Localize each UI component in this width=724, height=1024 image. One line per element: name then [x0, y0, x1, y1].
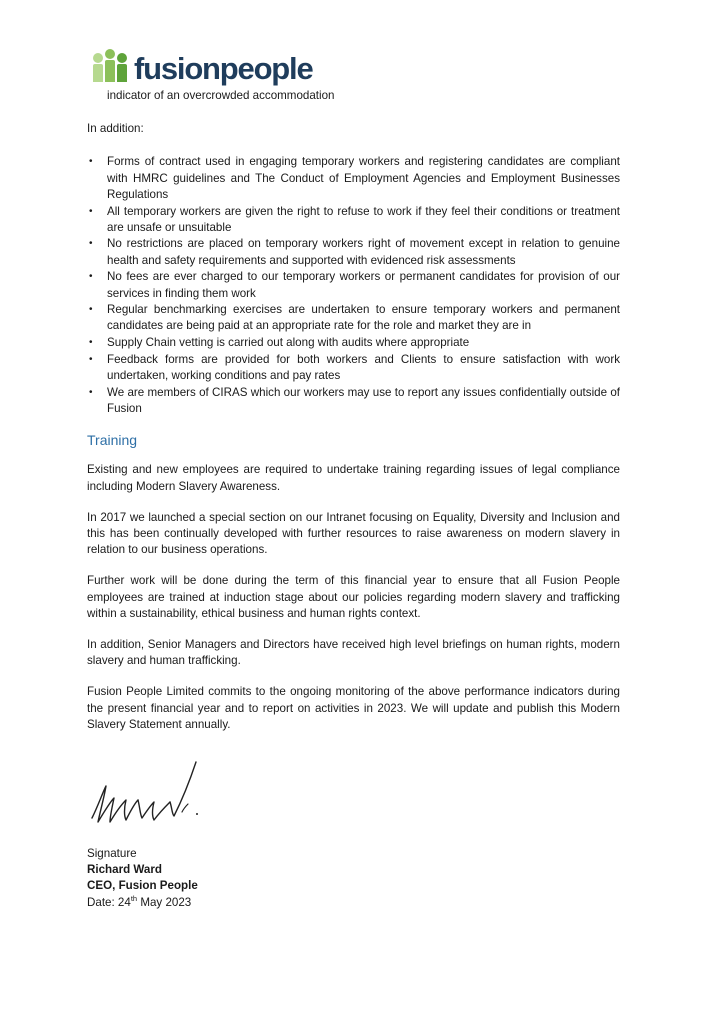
list-item: • Supply Chain vetting is carried out along with audits where appropriate: [87, 335, 620, 351]
bullet-icon: •: [89, 353, 93, 365]
section-heading-training: Training: [87, 432, 138, 449]
list-item: • Forms of contract used in engaging temporary workers and registering candidates are compliant with HMRC guidelines and The Conduct of Employment Agencies and Employment Businesses Regulations: [89, 155, 620, 201]
commitments-list: [87, 154, 620, 417]
handwritten-signature: [88, 756, 218, 836]
list-item: • Feedback forms are provided for both workers and Clients to ensure satisfaction with work undertaken, working conditions and pay rates: [89, 352, 620, 383]
signature-date: Date: 24th May 2023: [87, 893, 192, 909]
signatory-name: Richard Ward: [87, 863, 162, 877]
bullet-icon: •: [89, 238, 93, 250]
logo-word-people: people: [219, 51, 313, 86]
logo-word-fusion: fusion: [134, 51, 220, 86]
commitment-paragraph: Fusion People Limited commits to the ongoing monitoring of the above performance indicators during the present financial year and to report on activities in 2023. We will update and publish this Modern Slavery Statement annually.: [87, 685, 620, 731]
training-paragraph: In 2017 we launched a special section on our Intranet focusing on Equality, Diversity and Inclusion and this has been continually developed with further resources to raise awareness on modern slavery in relation to our business operations.: [87, 510, 620, 557]
bullet-icon: •: [89, 205, 93, 217]
list-item: • We are members of CIRAS which our workers may use to report any issues confidentially outside of Fusion: [89, 385, 620, 415]
list-item: • All temporary workers are given the right to refuse to work if they feel their conditions or treatment are unsafe or unsuitable: [89, 204, 620, 234]
signatory-title: CEO, Fusion People: [87, 879, 198, 893]
bullet-icon: •: [89, 156, 93, 168]
bullet-icon: •: [89, 386, 93, 398]
intro-fragment: indicator of an overcrowded accommodation: [107, 89, 335, 102]
signature-block: [87, 846, 198, 911]
logo-wordmark: [134, 53, 313, 84]
people-logo-icon: [92, 48, 128, 82]
company-logo: [92, 46, 313, 86]
list-item: • No fees are ever charged to our temporary workers or permanent candidates for provision of our services in finding them work: [89, 270, 620, 300]
bullet-icon: •: [89, 271, 93, 283]
addition-label: In addition:: [87, 122, 144, 136]
document-body: [87, 88, 620, 748]
training-paragraph: Existing and new employees are required to undertake training regarding issues of legal compliance including Modern Slavery Awareness.: [87, 463, 620, 493]
bullet-icon: •: [89, 337, 93, 349]
list-item: • Regular benchmarking exercises are undertaken to ensure temporary workers and permanent candidates are being paid at an appropriate rate for the role and market they are in: [89, 303, 620, 333]
training-paragraph: In addition, Senior Managers and Directors have received high level briefings on human rights, modern slavery and human trafficking.: [87, 637, 620, 668]
training-paragraph: Further work will be done during the term of this financial year to ensure that all Fusion People employees are trained at induction stage about our policies regarding modern slavery and trafficking within a sustainability, ethical business and human rights context.: [87, 574, 620, 620]
signature-label: Signature: [87, 847, 137, 860]
bullet-icon: •: [89, 304, 93, 316]
list-item: • No restrictions are placed on temporary workers right of movement except in relation to genuine health and safety requirements and supported with evidenced risk assessments: [89, 237, 620, 267]
